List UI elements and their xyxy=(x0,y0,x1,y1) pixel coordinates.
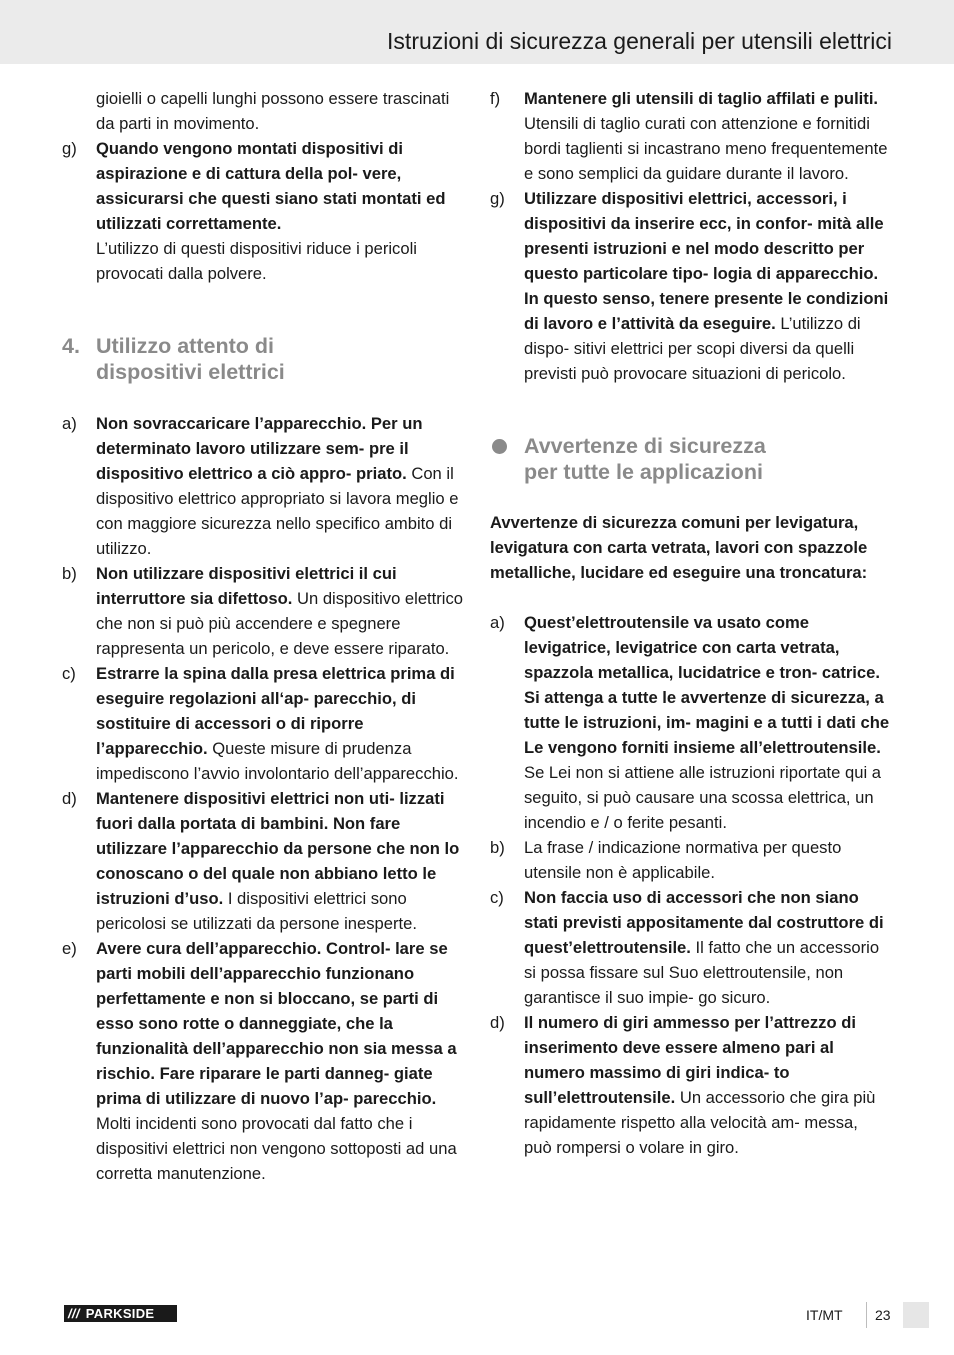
item-bold-text: Quest’elettroutensile va usato come levigatrice, levigatrice con carta vetrata, spazzola metallica, lucidatrice e tron- catrice. Si attenga a tutte le avvertenze di sicurezza, a tutte le istruzioni, im- magini e a tutti i dati che Le vengono forniti insieme all’elettroutensile. xyxy=(524,613,890,757)
item-marker: a) xyxy=(490,613,505,632)
list-item xyxy=(490,186,890,386)
continued-paragraph: gioielli o capelli lunghi possono essere trascinati da parti in movimento. xyxy=(96,89,450,133)
list-item xyxy=(62,561,464,661)
list-item xyxy=(490,610,890,835)
list-item xyxy=(490,1010,890,1160)
item-bold-text: Quando vengono montati dispositivi di aspirazione e di cattura della pol- vere, assicurarsi che questi siano stati montati ed utilizzati correttamente. xyxy=(96,139,446,233)
item-marker: e) xyxy=(62,939,77,958)
right-column xyxy=(490,86,890,1160)
list-item-g xyxy=(62,136,464,286)
item-marker: b) xyxy=(490,838,505,857)
item-bold-text: Estrarre la spina dalla presa elettrica prima di eseguire regolazioni all‘ap- parecchio, di sostituire di accessori o di riporre l’apparecchio. xyxy=(96,664,455,758)
list-item xyxy=(62,411,464,561)
item-text: L’utilizzo di dispo- sitivi elettrici per scopi diversi da quelli previsti può provocare situazioni di pericolo. xyxy=(524,314,861,383)
item-text: Il fatto che un accessorio si possa fissare sul Suo elettroutensile, non garantisce il suo impie- go sicuro. xyxy=(524,938,880,1007)
logo-text: PARKSIDE xyxy=(85,1306,155,1321)
language-code: IT/MT xyxy=(806,1307,843,1323)
item-text: L’utilizzo di questi dispositivi riduce i pericoli provocati dalla polvere. xyxy=(96,239,417,283)
list-item xyxy=(490,835,890,885)
page-header xyxy=(0,0,954,64)
list-item xyxy=(62,786,464,936)
item-marker: d) xyxy=(490,1013,505,1032)
item-bold-text: Il numero di giri ammesso per l’attrezzo di inserimento deve essere almeno pari al numero massimo di giri indica- to sull’elettroutensile. xyxy=(524,1013,856,1107)
list-item xyxy=(62,936,464,1186)
item-bold-text: Avere cura dell’apparecchio. Control- lare se parti mobili dell’apparecchio funzionano perfettamente e non si bloccano, se parti di esso sono rotte o danneggiate, che la funzionalità dell’apparecchio non sia messa a rischio. Fare riparare le parti danneg- giate prima di utilizzare di nuovo l’ap- parecchio. xyxy=(96,939,457,1108)
item-bold-text: Non faccia uso di accessori che non siano stati previsti appositamente dal costruttore di quest’elettroutensile. xyxy=(524,888,884,957)
item-marker: a) xyxy=(62,414,77,433)
item-marker: g) xyxy=(490,189,505,208)
logo-slashes: /// xyxy=(68,1306,80,1321)
section-heading-safety xyxy=(490,433,890,485)
page-title: Istruzioni di sicurezza generali per utensili elettrici xyxy=(387,28,892,54)
item-marker: g) xyxy=(62,139,77,158)
list-item xyxy=(62,661,464,786)
brand-logo xyxy=(64,1305,177,1322)
item-text: Un accessorio che gira più rapidamente rispetto alla velocità am- messa, può rompersi o volare in giro. xyxy=(524,1088,876,1157)
item-text: Con il dispositivo elettrico appropriato si lavora meglio e con maggiore sicurezza nello specifico ambito di utilizzo. xyxy=(96,464,459,558)
item-text: Queste misure di prudenza impediscono l’avvio involontario dell’apparecchio. xyxy=(96,739,459,783)
section-heading-4 xyxy=(62,333,464,385)
footer-divider xyxy=(866,1302,867,1328)
section-heading-line: dispositivi elettrici xyxy=(96,360,285,384)
item-text: Un dispositivo elettrico che non si può più accendere e spegnere rappresenta un pericolo, e deve essere riparato. xyxy=(96,589,464,658)
item-marker: d) xyxy=(62,789,77,808)
item-text: Molti incidenti sono provocati dal fatto che i dispositivi elettrici non vengono sottoposti ad una corretta manutenzione. xyxy=(96,1114,457,1183)
item-bold-text: Non sovraccaricare l’apparecchio. Per un determinato lavoro utilizzare sem- pre il dispositivo elettrico a ciò appro- priato. xyxy=(96,414,423,483)
list-item xyxy=(490,86,890,186)
section-heading-line: Utilizzo attento di xyxy=(96,334,274,358)
item-text: I dispositivi elettrici sono pericolosi se utilizzati da persone inesperte. xyxy=(96,889,417,933)
footer-tab xyxy=(903,1302,929,1328)
item-marker: c) xyxy=(490,888,504,907)
item-marker: b) xyxy=(62,564,77,583)
item-bold-text: Mantenere dispositivi elettrici non uti- lizzati fuori dalla portata di bambini. Non fare utilizzare l’apparecchio da persone che non lo conoscano o del quale non abbiano letto le istruzioni d’uso. xyxy=(96,789,460,908)
item-text: Se Lei non si attiene alle istruzioni riportate qui a seguito, si può causare una scossa elettrica, un incendio e / o ferite pesanti. xyxy=(524,763,881,832)
item-marker: c) xyxy=(62,664,76,683)
item-bold-text: Mantenere gli utensili di taglio affilati e puliti. xyxy=(524,89,879,108)
item-bold-text: Utilizzare dispositivi elettrici, accessori, i dispositivi da inserire ecc, in confor- mità alle presenti istruzioni e nel modo descritto per questo particolare tipo- logia di apparecchio. In questo senso, tenere presente le condizioni di lavoro e l’attività da eseguire. xyxy=(524,189,889,333)
item-bold-text: Non utilizzare dispositivi elettrici il cui interruttore sia difettoso. xyxy=(96,564,397,608)
section-heading-line: per tutte le applicazioni xyxy=(524,460,763,484)
list-item xyxy=(490,885,890,1010)
section-heading-line: Avvertenze di sicurezza xyxy=(524,434,766,458)
item-marker: f) xyxy=(490,89,501,108)
page-number: 23 xyxy=(875,1307,891,1323)
bullet-icon xyxy=(492,439,507,454)
left-column xyxy=(62,86,464,1186)
section-intro: Avvertenze di sicurezza comuni per levigatura, levigatura con carta vetrata, lavori con spazzole metalliche, lucidare ed eseguire una troncatura: xyxy=(490,513,868,582)
item-text: La frase / indicazione normativa per questo utensile non è applicabile. xyxy=(524,838,842,882)
item-text: Utensili di taglio curati con attenzione e fornitidi bordi taglienti si incastrano meno frequentemente e sono semplici da guidare durante il lavoro. xyxy=(524,114,888,183)
section-number: 4. xyxy=(62,334,80,358)
